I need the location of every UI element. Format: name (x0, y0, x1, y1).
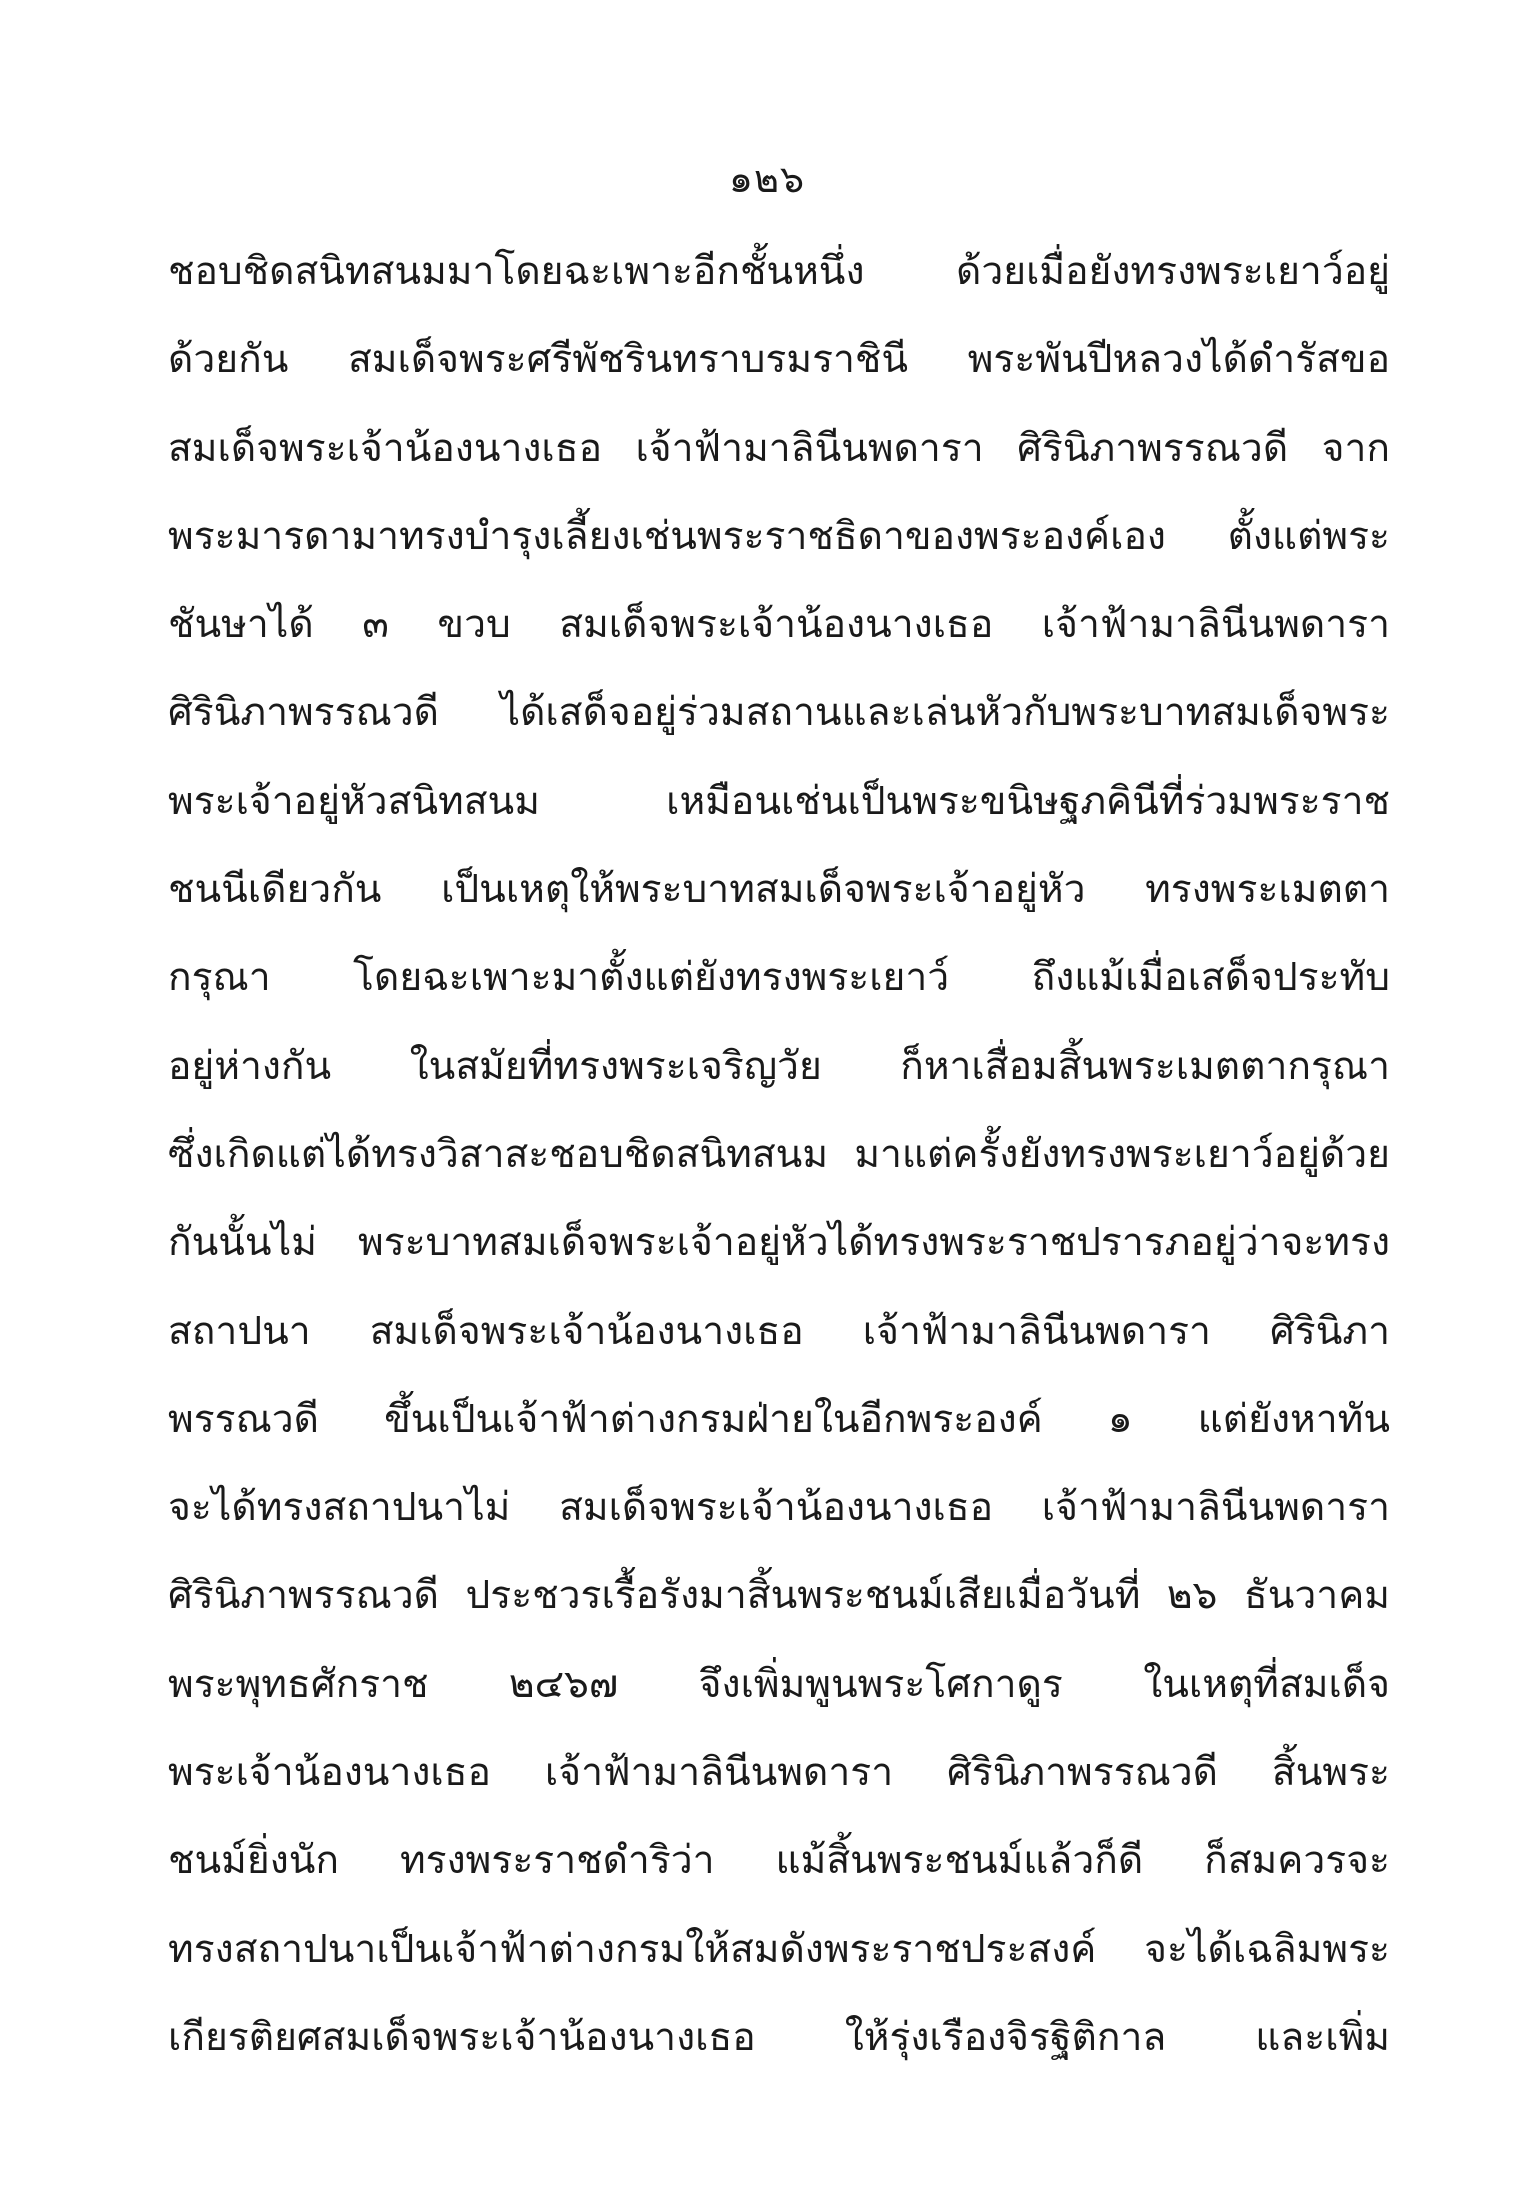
text-line: ศิรินิภาพรรณวดี ได้เสด็จอยู่ร่วมสถานและเล่นหัวกับพระบาทสมเด็จพระ (168, 690, 1390, 736)
text-line: สถาปนา สมเด็จพระเจ้าน้องนางเธอ เจ้าฟ้ามาลินีนพดารา ศิรินิภา (168, 1308, 1390, 1354)
text-line: สมเด็จพระเจ้าน้องนางเธอ เจ้าฟ้ามาลินีนพดารา ศิรินิภาพรรณวดี จาก (168, 425, 1390, 471)
text-line: กันนั้นไม่ พระบาทสมเด็จพระเจ้าอยู่หัวได้ทรงพระราชปรารภอยู่ว่าจะทรง (168, 1220, 1390, 1266)
text-line: ด้วยกัน สมเด็จพระศรีพัชรินทราบรมราชินี พระพันปีหลวงได้ดำรัสขอ (168, 337, 1390, 383)
text-line: ศิรินิภาพรรณวดี ประชวรเรื้อรังมาสิ้นพระชนม์เสียเมื่อวันที่ ๒๖ ธันวาคม (168, 1573, 1390, 1619)
text-line: กรุณา โดยฉะเพาะมาตั้งแต่ยังทรงพระเยาว์ ถึงแม้เมื่อเสด็จประทับ (168, 955, 1390, 1001)
text-line: พระเจ้าอยู่หัวสนิทสนม เหมือนเช่นเป็นพระขนิษฐภคินีที่ร่วมพระราช (168, 778, 1390, 824)
text-line: ทรงสถาปนาเป็นเจ้าฟ้าต่างกรมให้สมดังพระราชประสงค์ จะได้เฉลิมพระ (168, 1926, 1390, 1972)
text-line: พระพุทธศักราช ๒๔๖๗ จึงเพิ่มพูนพระโศกาดูร ในเหตุที่สมเด็จ (168, 1661, 1390, 1707)
text-line: ชอบชิดสนิทสนมมาโดยฉะเพาะอีกชั้นหนึ่ง ด้วยเมื่อยังทรงพระเยาว์อยู่ (168, 249, 1390, 294)
text-line: พรรณวดี ขึ้นเป็นเจ้าฟ้าต่างกรมฝ่ายในอีกพระองค์ ๑ แต่ยังหาทัน (168, 1396, 1390, 1442)
page-number: ๑๒๖ (728, 157, 806, 201)
text-line: ชนนีเดียวกัน เป็นเหตุให้พระบาทสมเด็จพระเจ้าอยู่หัว ทรงพระเมตตา (168, 867, 1390, 913)
text-line: อยู่ห่างกัน ในสมัยที่ทรงพระเจริญวัย ก็หาเสื่อมสิ้นพระเมตตากรุณา (168, 1043, 1390, 1089)
text-line: พระเจ้าน้องนางเธอ เจ้าฟ้ามาลินีนพดารา ศิรินิภาพรรณวดี สิ้นพระ (168, 1750, 1390, 1796)
text-line: เกียรติยศสมเด็จพระเจ้าน้องนางเธอ ให้รุ่งเรืองจิรฐิติกาล และเพิ่ม (168, 2014, 1390, 2060)
body-text (168, 228, 1390, 2082)
text-line: จะได้ทรงสถาปนาไม่ สมเด็จพระเจ้าน้องนางเธอ เจ้าฟ้ามาลินีนพดารา (168, 1485, 1390, 1531)
text-line: พระมารดามาทรงบำรุงเลี้ยงเช่นพระราชธิดาของพระองค์เอง ตั้งแต่พระ (168, 513, 1390, 559)
text-line: ชันษาได้ ๓ ขวบ สมเด็จพระเจ้าน้องนางเธอ เจ้าฟ้ามาลินีนพดารา (168, 602, 1390, 648)
text-line: ชนม์ยิ่งนัก ทรงพระราชดำริว่า แม้สิ้นพระชนม์แล้วก็ดี ก็สมควรจะ (168, 1838, 1390, 1884)
text-line: ซึ่งเกิดแต่ได้ทรงวิสาสะชอบชิดสนิทสนม มาแต่ครั้งยังทรงพระเยาว์อยู่ด้วย (168, 1131, 1390, 1177)
